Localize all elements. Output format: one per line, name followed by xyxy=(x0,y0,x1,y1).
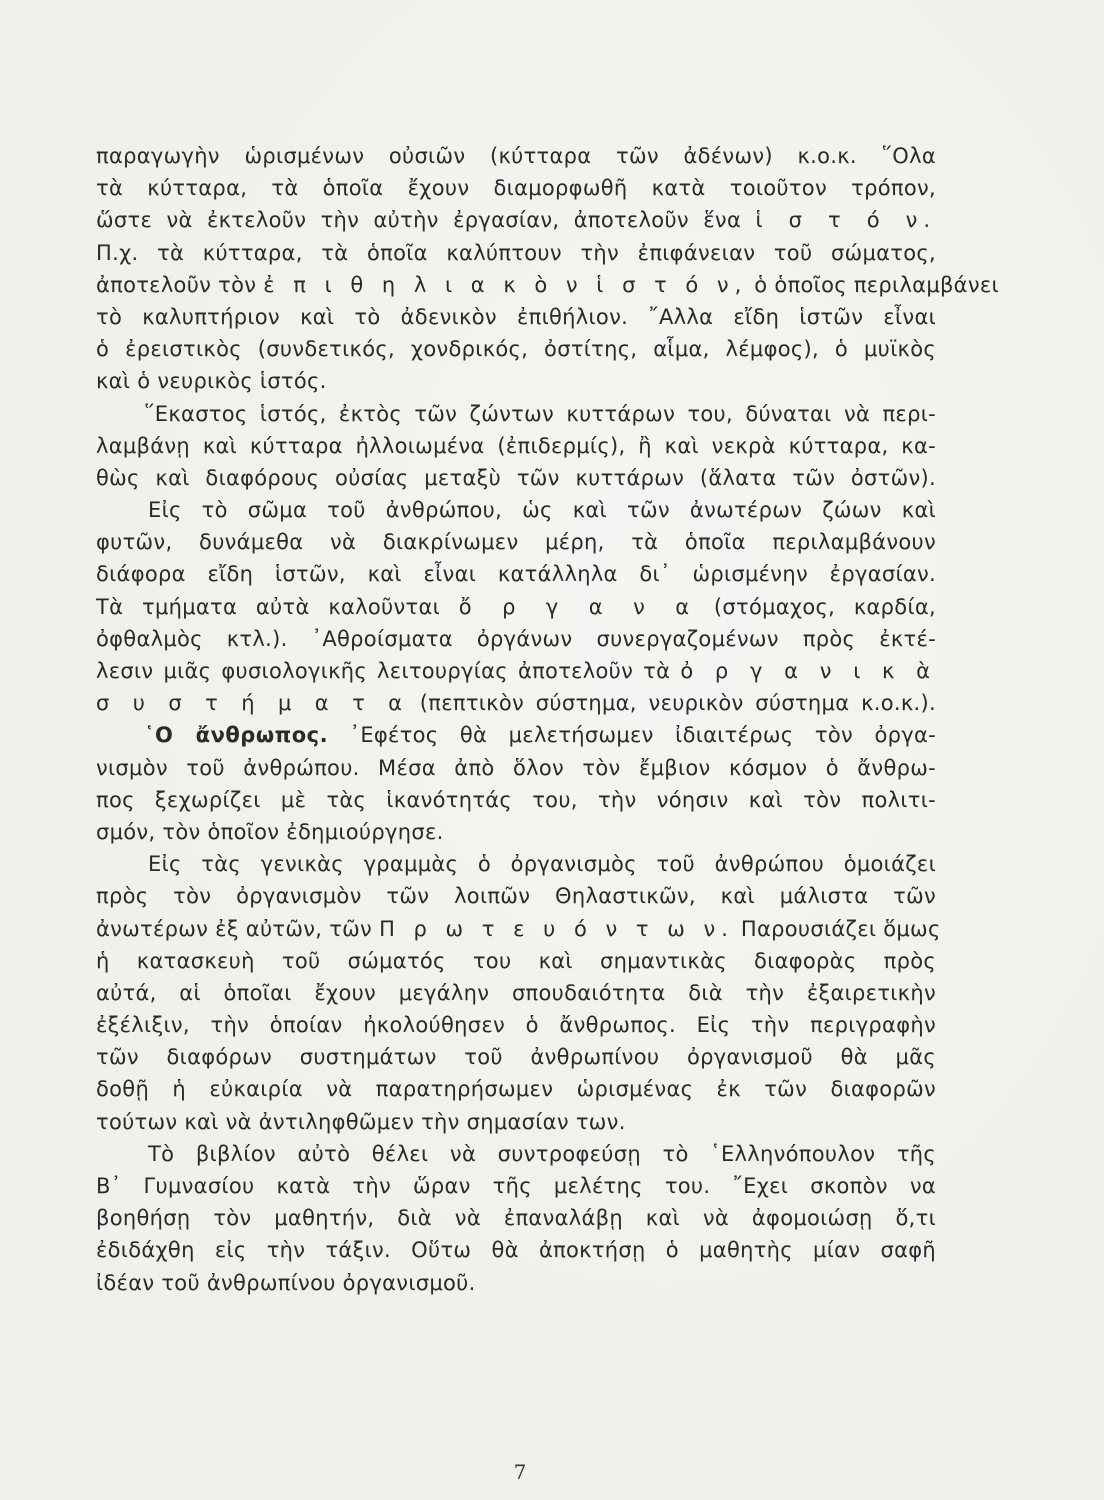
text-line: ὁ ἐρειστικὸς (συνδετικός, χονδρικός, ὀστίτης, αἷμα, λέμφος), ὁ μυϊκὸς xyxy=(96,337,936,362)
emphasis-term: ἐ π ι θ η λ ι α κ ὸ ν ἱ σ τ ό ν, xyxy=(263,272,748,297)
text-line: παραγωγὴν ὡρισμένων οὐσιῶν (κύτταρα τῶν ἀδένων) κ.ο.κ. ῞Ολα xyxy=(96,144,936,168)
text-line: πρὸς τὸν ὀργανισμὸν τῶν λοιπῶν Θηλαστικῶν, καὶ μάλιστα τῶν xyxy=(96,884,936,909)
emphasis-term: ὄ ρ γ α ν α xyxy=(458,594,696,619)
paragraph-start: Τὸ βιβλίον αὐτὸ θέλει νὰ συντροφεύσῃ τὸ ῾Ελληνόπουλον τῆς xyxy=(148,1141,936,1166)
text-line: ἀνωτέρων ἐξ αὐτῶν, τῶν Π ρ ω τ ε υ ό ν τ ω ν. Παρουσιάζει ὅμως xyxy=(96,916,941,941)
text-line: τῶν διαφόρων συστημάτων τοῦ ἀνθρωπίνου ὀργανισμοῦ θὰ μᾶς xyxy=(96,1045,936,1070)
emphasis-term: Π ρ ω τ ε υ ό ν τ ω ν. xyxy=(379,916,734,941)
text-line: φυτῶν, δυνάμεθα νὰ διακρίνωμεν μέρη, τὰ ὁποῖα περιλαμβάνουν xyxy=(96,530,936,555)
page-number: 7 xyxy=(513,1460,527,1484)
text-line: νισμὸν τοῦ ἀνθρώπου. Μέσα ἀπὸ ὅλον τὸν ἔμβιον κόσμον ὁ ἄνθρω- xyxy=(96,755,936,780)
paragraph-start: Εἰς τὰς γενικὰς γραμμὰς ὁ ὀργανισμὸς τοῦ ἀνθρώπου ὁμοιάζει xyxy=(148,852,936,877)
text-line: αὐτά, αἱ ὁποῖαι ἔχουν μεγάλην σπουδαιότητα διὰ τὴν ἐξαιρετικὴν xyxy=(96,980,936,1005)
text-line: Β᾽ Γυμνασίου κατὰ τὴν ὥραν τῆς μελέτης του. ῎Εχει σκοπὸν να xyxy=(96,1174,936,1198)
text-line: δοθῇ ἡ εὐκαιρία νὰ παρατηρήσωμεν ὡρισμένας ἐκ τῶν διαφορῶν xyxy=(96,1077,936,1102)
text-line: καὶ ὁ νευρικὸς ἱστός. xyxy=(96,369,327,394)
text-line: διάφορα εἴδη ἱστῶν, καὶ εἶναι κατάλληλα δι᾽ ὡρισμένην ἐργασίαν. xyxy=(96,562,936,587)
emphasis-term: ὀ ρ γ α ν ι κ ὰ xyxy=(680,659,936,683)
text-line: βοηθήσῃ τὸν μαθητήν, διὰ νὰ ἐπαναλάβῃ καὶ νὰ ἀφομοιώσῃ ὅ,τι xyxy=(96,1206,936,1231)
section-heading: ῾Ο ἄνθρωπος. xyxy=(144,723,329,748)
text-line: ἐξέλιξιν, τὴν ὁποίαν ἠκολούθησεν ὁ ἄνθρωπος. Εἰς τὴν περιγραφὴν xyxy=(96,1013,936,1038)
text-line: τούτων καὶ νὰ ἀντιληφθῶμεν τὴν σημασίαν των. xyxy=(96,1109,626,1134)
text-line: σ υ σ τ ή μ α τ α (πεπτικὸν σύστημα, νευρικὸν σύστημα κ.ο.κ.). xyxy=(96,691,936,716)
text-line: λεσιν μιᾶς φυσιολογικῆς λειτουργίας ἀποτελοῦν τὰ ὀ ρ γ α ν ι κ ὰ xyxy=(96,659,936,683)
text-line: τὰ κύτταρα, τὰ ὁποῖα ἔχουν διαμορφωθῆ κατὰ τοιοῦτον τρόπον, xyxy=(96,176,936,201)
body-text xyxy=(96,140,999,1299)
text-line: σμόν, τὸν ὁποῖον ἐδημιούργησε. xyxy=(96,819,444,844)
text-line: λαμβάνῃ καὶ κύτταρα ἠλλοιωμένα (ἐπιδερμίς), ἢ καὶ νεκρὰ κύτταρα, κα- xyxy=(96,433,936,458)
text-line: ἰδέαν τοῦ ἀνθρωπίνου ὀργανισμοῦ. xyxy=(96,1270,476,1295)
text-line: ἀποτελοῦν τὸν ἐ π ι θ η λ ι α κ ὸ ν ἱ σ τ ό ν, ὁ ὁποῖος περιλαμβάνει xyxy=(96,272,999,297)
emphasis-term: ἱ σ τ ό ν. xyxy=(755,208,936,233)
text-line: Π.χ. τὰ κύτταρα, τὰ ὁποῖα καλύπτουν τὴν ἐπιφάνειαν τοῦ σώματος, xyxy=(96,240,936,265)
text-line: τὸ καλυπτήριον καὶ τὸ ἀδενικὸν ἐπιθήλιον. ῎Αλλα εἴδη ἱστῶν εἶναι xyxy=(96,304,936,329)
text-line: πος ξεχωρίζει μὲ τὰς ἱκανότητάς του, τὴν νόησιν καὶ τὸν πολιτι- xyxy=(96,787,936,812)
text-line: ἐδιδάχθη εἰς τὴν τάξιν. Οὕτω θὰ ἀποκτήσῃ ὁ μαθητὴς μίαν σαφῆ xyxy=(96,1238,936,1263)
text-line: ἡ κατασκευὴ τοῦ σώματός του καὶ σημαντικὰς διαφορὰς πρὸς xyxy=(96,948,936,973)
text-line: θὼς καὶ διαφόρους οὐσίας μεταξὺ τῶν κυττάρων (ἅλατα τῶν ὀστῶν). xyxy=(96,465,936,490)
paragraph-start: ῞Εκαστος ἱστός, ἐκτὸς τῶν ζώντων κυττάρων του, δύναται νὰ περι- xyxy=(144,401,936,426)
text-line: ὀφθαλμὸς κτλ.). ᾽Αθροίσματα ὀργάνων συνεργαζομένων πρὸς ἐκτέ- xyxy=(96,626,936,651)
text-line: ὥστε νὰ ἐκτελοῦν τὴν αὐτὴν ἐργασίαν, ἀποτελοῦν ἕνα ἱ σ τ ό ν. xyxy=(96,208,936,233)
emphasis-term: σ υ σ τ ή μ α τ α xyxy=(96,691,409,716)
paragraph-start: Εἰς τὸ σῶμα τοῦ ἀνθρώπου, ὡς καὶ τῶν ἀνωτέρων ζώων καὶ xyxy=(148,498,936,523)
text-line: Τὰ τμήματα αὐτὰ καλοῦνται ὄ ρ γ α ν α (στόμαχος, καρδία, xyxy=(96,594,936,619)
section-heading-line: ῾Ο ἄνθρωπος. ᾽Εφέτος θὰ μελετήσωμεν ἰδιαιτέρως τὸν ὀργα- xyxy=(144,723,936,748)
